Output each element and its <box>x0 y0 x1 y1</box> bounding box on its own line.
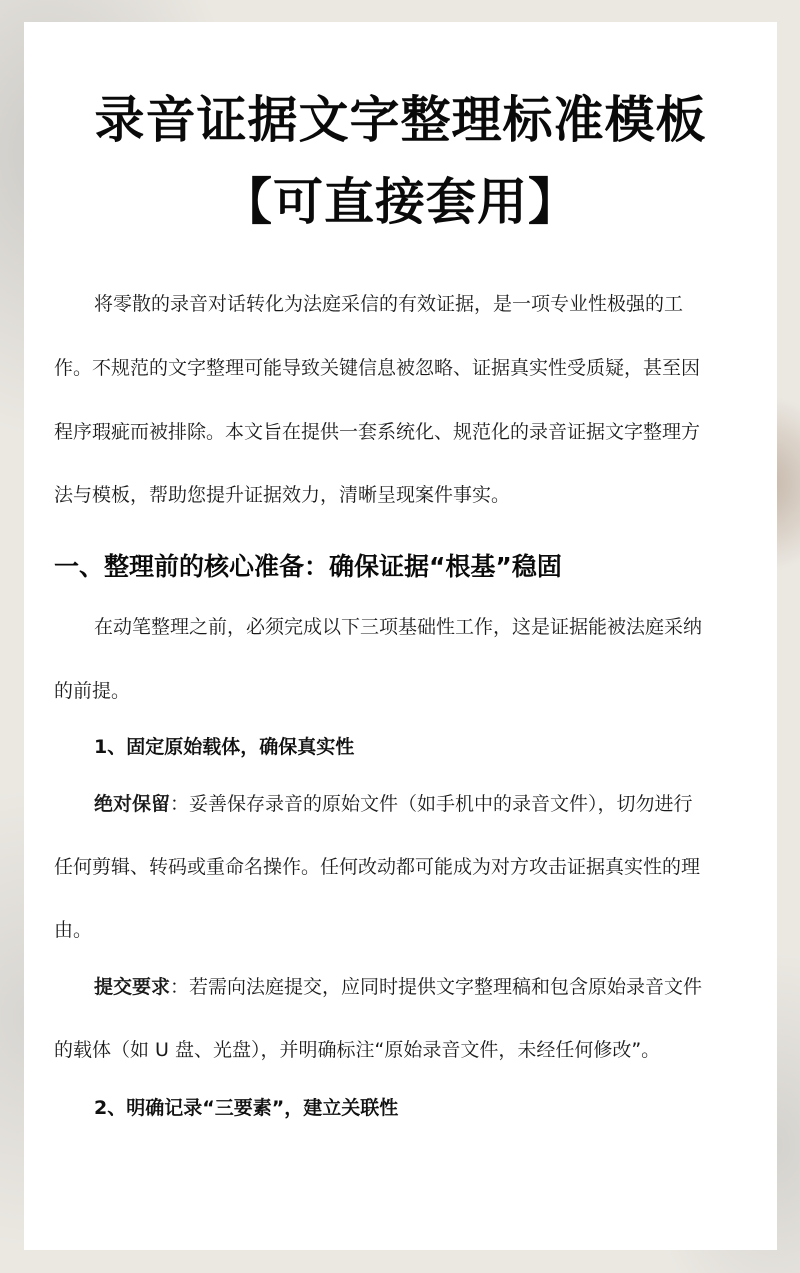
document-page <box>24 22 777 1250</box>
keep-original-line-1 <box>94 789 693 816</box>
submit-requirement-line-1 <box>94 972 702 999</box>
item-2-heading: 2、明确记录“三要素”，建立关联性 <box>94 1097 399 1119</box>
section-lead-line-1: 在动笔整理之前，必须完成以下三项基础性工作，这是证据能被法庭采纳 <box>94 616 703 638</box>
intro-line-2: 作。不规范的文字整理可能导致关键信息被忽略、证据真实性受质疑，甚至因 <box>54 357 701 379</box>
submit-requirement-text: ：若需向法庭提交，应同时提供文字整理稿和包含原始录音文件 <box>170 976 703 998</box>
page-title-line-2: 【可直接套用】 <box>222 173 579 231</box>
intro-line-4: 法与模板，帮助您提升证据效力，清晰呈现案件事实。 <box>54 484 511 506</box>
submit-requirement-label: 提交要求 <box>94 976 171 998</box>
section-lead-line-2: 的前提。 <box>54 680 131 702</box>
submit-requirement-line-2: 的载体（如 U 盘、光盘），并明确标注“原始录音文件，未经任何修改”。 <box>54 1039 661 1061</box>
keep-original-label: 绝对保留 <box>94 793 171 815</box>
keep-original-text: ：妥善保存录音的原始文件（如手机中的录音文件），切勿进行 <box>170 793 693 815</box>
page-title-line-1: 录音证据文字整理标准模板 <box>94 91 707 149</box>
intro-line-3: 程序瑕疵而被排除。本文旨在提供一套系统化、规范化的录音证据文字整理方 <box>54 421 701 443</box>
section-heading: 一、整理前的核心准备：确保证据“根基”稳固 <box>54 552 562 581</box>
keep-original-line-2: 任何剪辑、转码或重命名操作。任何改动都可能成为对方攻击证据真实性的理 <box>54 856 701 878</box>
intro-line-1: 将零散的录音对话转化为法庭采信的有效证据，是一项专业性极强的工 <box>94 293 684 315</box>
keep-original-line-3: 由。 <box>54 919 93 941</box>
item-1-heading: 1、固定原始载体，确保真实性 <box>94 736 355 758</box>
